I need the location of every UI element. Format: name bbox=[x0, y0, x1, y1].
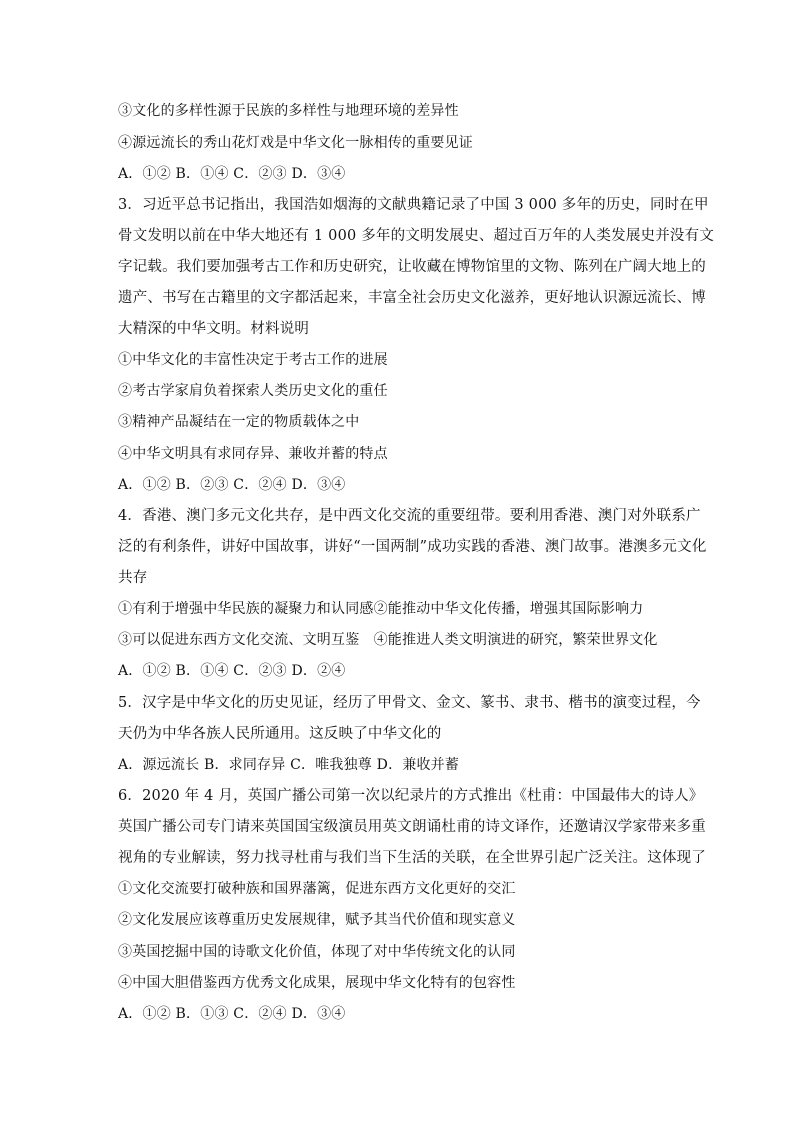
option-line: ①文化交流要打破种族和国界藩篱，促进东西方文化更好的交汇 bbox=[118, 881, 516, 897]
question-3-stem: 遗产、书写在古籍里的文字都活起来，丰富全社会历史文化滋养，更好地认识源远流长、博 bbox=[118, 290, 706, 306]
answer-choices: A．①② B．②③ C．②④ D．③④ bbox=[118, 477, 346, 493]
question-3-stem: 3．习近平总书记指出，我国浩如烟海的文献典籍记录了中国 3 000 多年的历史，同时在甲 bbox=[118, 197, 709, 213]
question-6-stem: 6．2020 年 4 月，英国广播公司第一次以纪录片的方式推出《杜甫：中国最伟大的诗人》 bbox=[118, 788, 704, 804]
question-4-stem: 泛的有利条件，讲好中国故事，讲好“一国两制”成功实践的香港、澳门故事。港澳多元文化 bbox=[118, 539, 707, 555]
answer-choices: A．①② B．①④ C．②③ D．③④ bbox=[118, 166, 346, 182]
option-line: ④中国大胆借鉴西方优秀文化成果，展现中华文化特有的包容性 bbox=[118, 975, 516, 991]
option-line: ③可以促进东西方文化交流、文明互鉴 ④能推进人类文明演进的研究，繁荣世界文化 bbox=[118, 632, 658, 648]
option-line: ①中华文化的丰富性决定于考古工作的进展 bbox=[118, 352, 388, 368]
question-6-stem: 视角的专业解读，努力找寻杜甫与我们当下生活的关联，在全世界引起广泛关注。这体现了 bbox=[118, 850, 706, 866]
option-line: ②文化发展应该尊重历史发展规律，赋予其当代价值和现实意义 bbox=[118, 912, 516, 928]
question-4-stem: 共存 bbox=[118, 570, 148, 586]
option-line: ④中华文明具有求同存异、兼收并蓄的特点 bbox=[118, 446, 388, 462]
answer-choices: A．①② B．①③ C．②④ D．③④ bbox=[118, 1006, 346, 1022]
option-line: ④源远流长的秀山花灯戏是中华文化一脉相传的重要见证 bbox=[118, 135, 473, 151]
question-3-stem: 字记载。我们要加强考古工作和历史研究，让收藏在博物馆里的文物、陈列在广阔大地上的 bbox=[118, 259, 706, 275]
option-line: ③英国挖掘中国的诗歌文化价值，体现了对中华传统文化的认同 bbox=[118, 944, 516, 960]
option-line: ③文化的多样性源于民族的多样性与地理环境的差异性 bbox=[118, 103, 459, 119]
option-line: ③精神产品凝结在一定的物质载体之中 bbox=[118, 414, 360, 430]
option-line: ①有利于增强中华民族的凝聚力和认同感②能推动中华文化传播，增强其国际影响力 bbox=[118, 601, 644, 617]
question-6-stem: 英国广播公司专门请来英国国宝级演员用英文朗诵杜甫的诗文译作，还邀请汉学家带来多重 bbox=[118, 819, 706, 835]
question-4-stem: 4．香港、澳门多元文化共存，是中西文化交流的重要纽带。要利用香港、澳门对外联系广 bbox=[118, 508, 701, 524]
question-3-stem: 大精深的中华文明。材料说明 bbox=[118, 321, 310, 337]
question-5-stem: 5．汉字是中华文化的历史见证，经历了甲骨文、金文、篆书、隶书、楷书的演变过程，今 bbox=[118, 695, 701, 711]
question-5-stem: 天仍为中华各族人民所通用。这反映了中华文化的 bbox=[118, 726, 442, 742]
answer-choices: A．①② B．①④ C．②③ D．②④ bbox=[118, 663, 346, 679]
answer-choices: A．源远流长 B．求同存异 C．唯我独尊 D．兼收并蓄 bbox=[118, 757, 460, 773]
question-3-stem: 骨文发明以前在中华大地还有 1 000 多年的文明发展史、超过百万年的人类发展史并没有文 bbox=[118, 228, 715, 244]
option-line: ②考古学家肩负着探索人类历史文化的重任 bbox=[118, 383, 388, 399]
